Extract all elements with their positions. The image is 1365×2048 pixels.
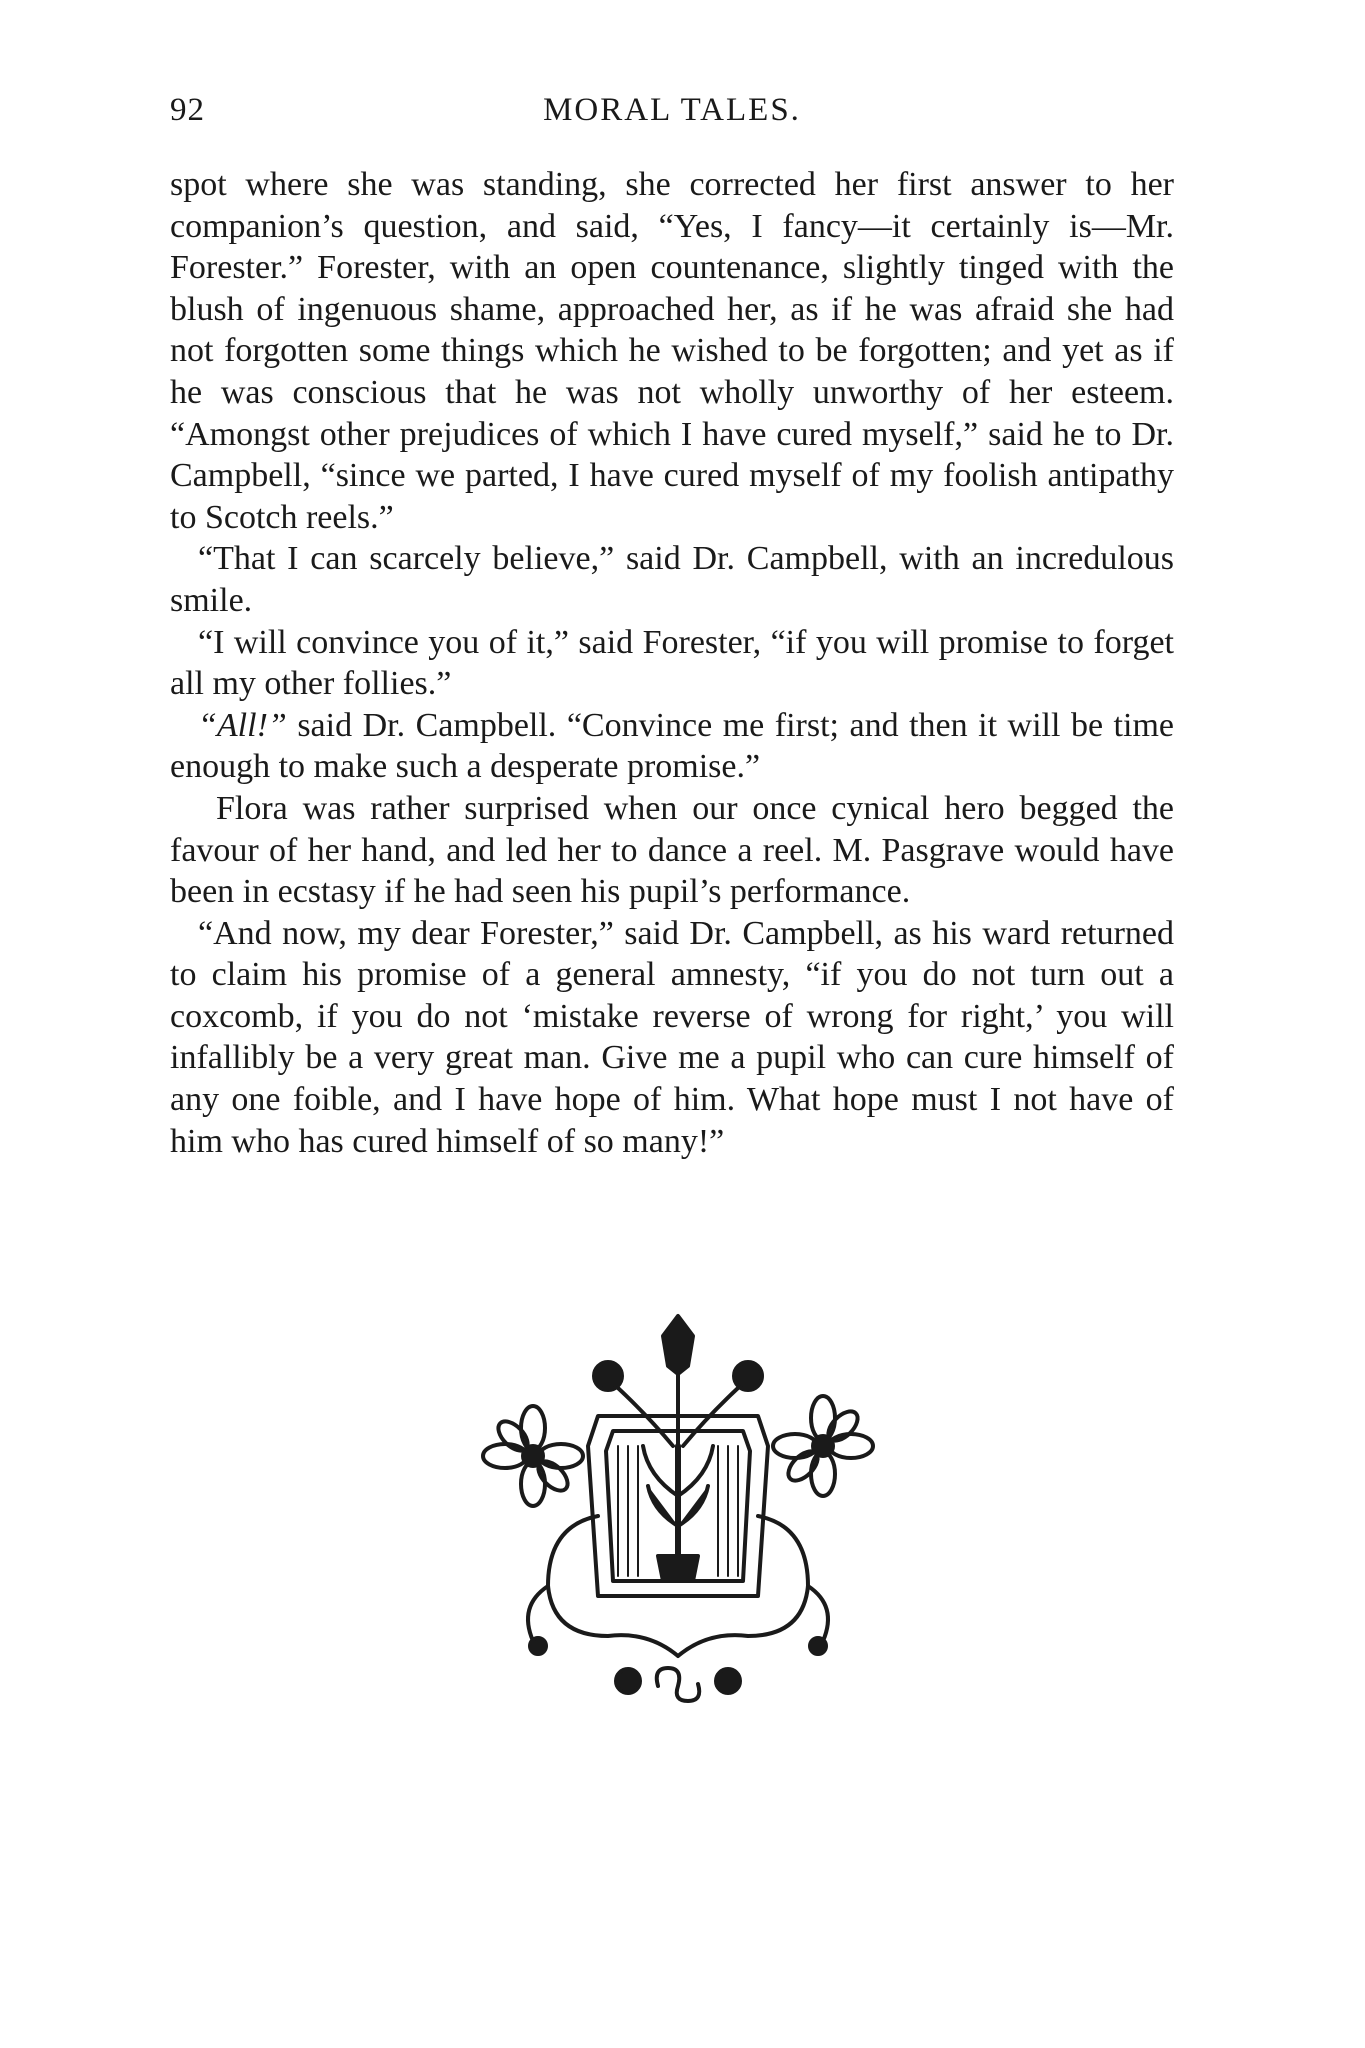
paragraph-6: “And now, my dear Forester,” said Dr. Campbell, as his ward returned to claim his promise of a general amnesty, “if you do not turn out a coxcomb, if you do not ‘mistake reverse of wrong for right,’ you will infallibly be a very great man. Give me a pupil who can cure himself of any one foible, and I have hope of him. What hope must I not have of him who has cured himself of so many!” xyxy=(170,914,1174,1160)
floral-tailpiece-ornament-icon xyxy=(478,1296,878,1716)
paragraph-4 xyxy=(170,705,1174,788)
running-head xyxy=(170,92,1174,140)
paragraph-3: “I will convince you of it,” said Forester, “if you will promise to forget all my other follies.” xyxy=(170,623,1174,703)
body-text xyxy=(170,164,1174,1162)
paragraph-5: Flora was rather surprised when our once cynical hero begged the favour of her hand, and led her to dance a reel. M. Pasgrave would have been in ecstasy if he had seen his pupil’s performance. xyxy=(170,789,1174,911)
paragraph-4-text: said Dr. Campbell. “Convince me first; and then it will be time enough to make such a desperate promise.” xyxy=(170,706,1174,786)
running-title: MORAL TALES. xyxy=(543,92,801,128)
paragraph-2: “That I can scarcely believe,” said Dr. Campbell, with an incredulous smile. xyxy=(170,540,1174,619)
page-number: 92 xyxy=(170,92,205,128)
paragraph-1: spot where she was standing, she corrected her first answer to her companion’s question, and said, “Yes, I fancy—it certainly is—Mr. Forester.” Forester, with an open countenance, slightly tinged with the blush of ingenuous shame, approached her, as if he was afraid she had not forgotten some things which he wished to be forgotten; and yet as if he was conscious that he was not wholly unworthy of her esteem. “Amongst other prejudices of which I have cured myself,” said he to Dr. Campbell, “since we parted, I have cured myself of my foolish antipathy to Scotch reels.” xyxy=(170,166,1174,536)
italic-exclamation: “All!” xyxy=(198,706,287,744)
